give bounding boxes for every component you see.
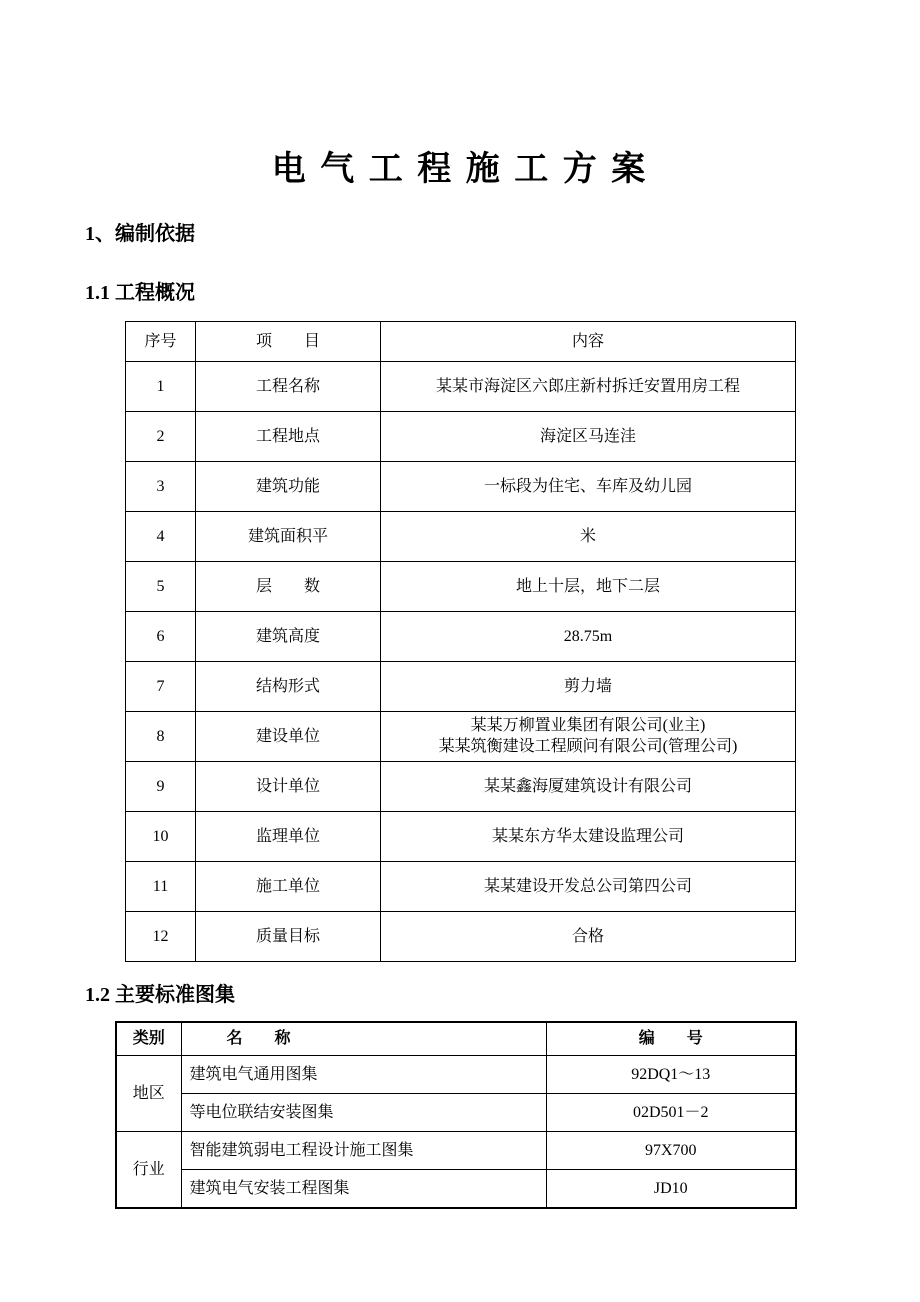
cell-name: 智能建筑弱电工程设计施工图集 — [181, 1132, 546, 1170]
subsection-heading-1-2: 1.2 主要标准图集 — [85, 983, 235, 1006]
table-row — [126, 661, 796, 711]
cell-content: 一标段为住宅、车库及幼儿园 — [381, 461, 796, 511]
col-header-name: 名 称 — [181, 1022, 546, 1056]
table-row — [116, 1056, 796, 1094]
cell-content: 米 — [381, 511, 796, 561]
table-row — [116, 1170, 796, 1208]
cell-number: 92DQ1～13 — [546, 1056, 796, 1094]
col-header-number: 编 号 — [546, 1022, 796, 1056]
table-header-row — [126, 321, 796, 361]
cell-serial-no: 2 — [126, 411, 196, 461]
cell-content: 28.75m — [381, 611, 796, 661]
standard-atlas-table — [115, 1021, 797, 1209]
content-line: 某某筑衡建设工程顾问有限公司(管理公司) — [438, 738, 738, 756]
col-header-item: 项 目 — [196, 321, 381, 361]
table-header-row — [116, 1022, 796, 1056]
cell-category: 地区 — [116, 1056, 181, 1132]
cell-name: 建筑电气通用图集 — [181, 1056, 546, 1094]
cell-serial-no: 5 — [126, 561, 196, 611]
cell-serial-no: 12 — [126, 911, 196, 961]
col-header-serial-no: 序号 — [126, 321, 196, 361]
cell-item: 设计单位 — [196, 761, 381, 811]
cell-name: 等电位联结安装图集 — [181, 1094, 546, 1132]
cell-serial-no: 4 — [126, 511, 196, 561]
cell-content: 某某建设开发总公司第四公司 — [381, 861, 796, 911]
cell-item: 建筑面积平 — [196, 511, 381, 561]
cell-serial-no: 7 — [126, 661, 196, 711]
section-heading-1: 1、编制依据 — [85, 222, 195, 245]
subsection-heading-1-1: 1.1 工程概况 — [85, 281, 195, 304]
cell-serial-no: 10 — [126, 811, 196, 861]
cell-serial-no: 6 — [126, 611, 196, 661]
cell-item: 质量目标 — [196, 911, 381, 961]
table-row — [126, 861, 796, 911]
table-row — [126, 611, 796, 661]
cell-category: 行业 — [116, 1132, 181, 1208]
cell-number: 02D501－2 — [546, 1094, 796, 1132]
project-overview-table — [125, 321, 796, 962]
cell-content: 合格 — [381, 911, 796, 961]
table-row — [126, 911, 796, 961]
cell-serial-no: 9 — [126, 761, 196, 811]
cell-item: 建筑功能 — [196, 461, 381, 511]
table-row — [126, 711, 796, 761]
cell-serial-no: 8 — [126, 711, 196, 761]
cell-serial-no: 11 — [126, 861, 196, 911]
cell-content: 剪力墙 — [381, 661, 796, 711]
table-row — [126, 561, 796, 611]
cell-content — [381, 711, 796, 761]
col-header-content: 内容 — [381, 321, 796, 361]
cell-content: 某某市海淀区六郎庄新村拆迁安置用房工程 — [381, 361, 796, 411]
table-row — [126, 361, 796, 411]
table-row — [116, 1132, 796, 1170]
cell-name: 建筑电气安装工程图集 — [181, 1170, 546, 1208]
cell-item: 层 数 — [196, 561, 381, 611]
cell-item: 工程名称 — [196, 361, 381, 411]
cell-serial-no: 3 — [126, 461, 196, 511]
cell-item: 工程地点 — [196, 411, 381, 461]
cell-content: 某某东方华太建设监理公司 — [381, 811, 796, 861]
cell-item: 建筑高度 — [196, 611, 381, 661]
cell-serial-no: 1 — [126, 361, 196, 411]
table-row — [126, 761, 796, 811]
table-row — [126, 811, 796, 861]
cell-content: 海淀区马连洼 — [381, 411, 796, 461]
content-line: 某某万柳置业集团有限公司(业主) — [470, 716, 706, 734]
table-row — [126, 461, 796, 511]
table-row — [126, 411, 796, 461]
cell-item: 监理单位 — [196, 811, 381, 861]
col-header-category: 类别 — [116, 1022, 181, 1056]
cell-content: 地上十层，地下二层 — [381, 561, 796, 611]
cell-item: 施工单位 — [196, 861, 381, 911]
cell-item: 结构形式 — [196, 661, 381, 711]
table-row — [126, 511, 796, 561]
table-row — [116, 1094, 796, 1132]
cell-content: 某某鑫海厦建筑设计有限公司 — [381, 761, 796, 811]
cell-number: JD10 — [546, 1170, 796, 1208]
document-title: 电 气 工 程 施 工 方 案 — [271, 151, 649, 188]
cell-item: 建设单位 — [196, 711, 381, 761]
cell-number: 97X700 — [546, 1132, 796, 1170]
